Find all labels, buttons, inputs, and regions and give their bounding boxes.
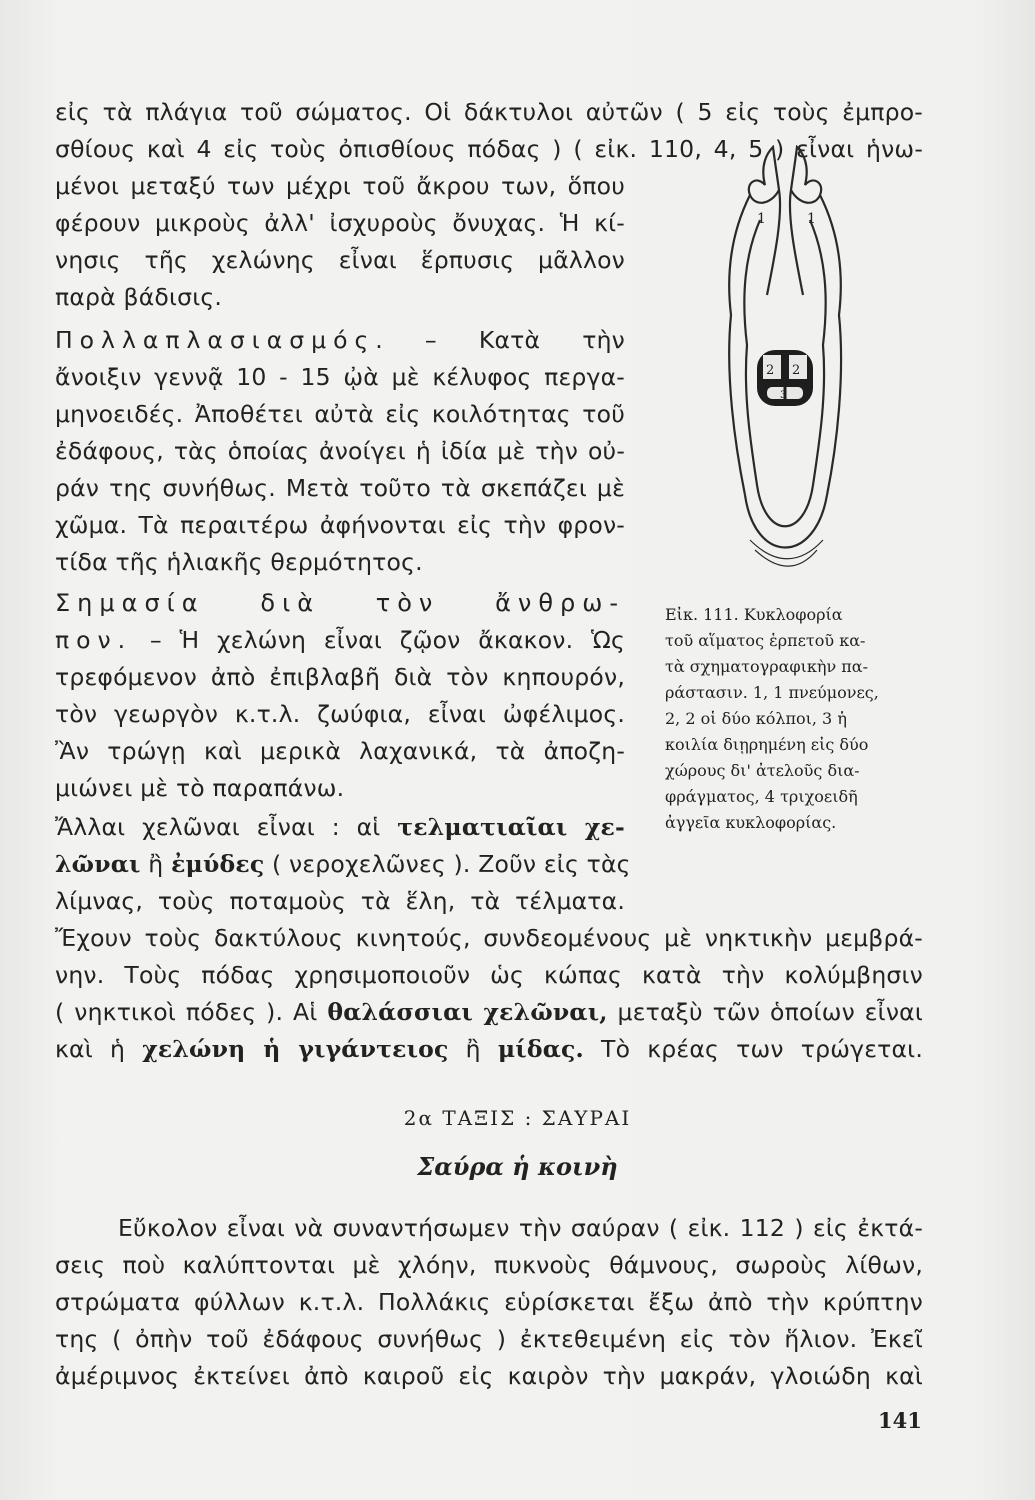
order-heading: 2α ΤΑΞΙΣ : ΣΑΥΡΑΙ — [403, 1106, 632, 1130]
text-run: Τὸ κρέας των τρώγεται. — [583, 1035, 923, 1063]
bold-term: ἐμύδες — [171, 850, 265, 878]
body-line: παρὰ βάδισις. — [55, 283, 223, 311]
body-line: λίμνας, τοὺς ποταμοὺς τὰ ἕλη, τὰ τέλματα. — [55, 887, 625, 915]
capillary-loop — [745, 495, 827, 548]
label-ventricle: 3 — [780, 390, 787, 401]
importance-heading-line — [55, 625, 625, 655]
body-line: χῶμα. Τὰ περαιτέρω ἀφήνονται εἰς τὴν φρον- — [55, 511, 625, 539]
body-line: τίδα τῆς ἡλιακῆς θερμότητος. — [55, 548, 423, 576]
text-run: ἢ — [140, 850, 172, 878]
systemic-vessel — [810, 220, 826, 485]
body-line: Εὔκολον εἶναι νὰ συναντήσωμεν τὴν σαύραν ( εἰκ. 112 ) εἰς ἐκτά- — [118, 1214, 923, 1242]
figure-caption-line: Εἰκ. 111. Κυκλοφορία — [665, 605, 843, 624]
right-lung-outline — [791, 147, 821, 203]
figure-caption-line: κοιλία διῃρημένη εἰς δύο — [665, 735, 869, 754]
text-run: ἢ — [448, 1035, 498, 1063]
body-line: σθίους καὶ 4 εἰς τοὺς ὀπισθίους πόδας ) ( εἰκ. 110, 4, 5 ) εἶναι ἡνω- — [55, 135, 923, 163]
body-line: νησις τῆς χελώνης εἶναι ἕρπυσις μᾶλλον — [55, 246, 625, 274]
bold-term: χελώνη ἡ γιγάντειος — [142, 1035, 449, 1063]
body-line: φέρουν μικροὺς ἀλλ' ἰσχυροὺς ὄνυχας. Ἡ κί- — [55, 209, 625, 237]
figure-caption-line: ἀγγεῖα κυκλοφορίας. — [665, 813, 837, 832]
label-atrium-left: 2 — [766, 363, 775, 378]
body-line: μηνοειδές. Ἀποθέτει αὐτὰ εἰς κοιλότητας τοῦ — [55, 400, 625, 428]
figure-caption-line: ράστασιν. 1, 1 πνεύμονες, — [665, 683, 879, 702]
body-line: μένοι μεταξύ των μέχρι τοῦ ἄκρου των, ὅπου — [55, 172, 625, 200]
reproduction-heading-line — [55, 325, 625, 355]
text-run: ( νηκτικοὶ πόδες ). Αἱ — [55, 998, 328, 1026]
section-heading: πον. — [55, 626, 133, 654]
heading-tail: . – Κατὰ τὴν — [375, 326, 625, 354]
left-lung-outline — [749, 147, 779, 203]
section-heading: Πολλαπλασιασμός — [55, 326, 376, 354]
body-line: σεις ποὺ καλύπτονται μὲ χλόην, πυκνοὺς θάμνους, σωροὺς λίθων, — [55, 1251, 923, 1279]
body-line — [55, 997, 923, 1027]
body-line: νην. Τοὺς πόδας χρησιμοποιοῦν ὡς κώπας κατὰ τὴν κολύμβησιν — [55, 961, 923, 989]
body-line — [55, 849, 631, 879]
text-run: μεταξὺ τῶν ὁποίων εἶναι — [607, 998, 923, 1026]
body-line: στρώματα φύλλων κ.τ.λ. Πολλάκις εὑρίσκεται ἔξω ἀπὸ τὴν κρύπτην — [55, 1288, 923, 1316]
body-line: ἄνοιξιν γεννᾷ 10 - 15 ᾠὰ μὲ κέλυφος περγα- — [55, 363, 625, 391]
heading-tail: – Ἡ χελώνη εἶναι ζῷον ἄκακον. Ὡς — [132, 626, 625, 654]
body-line: τὸν γεωργὸν κ.τ.λ. ζωύφια, εἶναι ὠφέλιμος. — [55, 700, 625, 728]
bold-term: μίδας. — [497, 1035, 584, 1063]
body-line — [55, 812, 625, 842]
body-line: εἰς τὰ πλάγια τοῦ σώματος. Οἱ δάκτυλοι αὐτῶν ( 5 εἰς τοὺς ἐμπρο- — [55, 98, 923, 126]
figure-caption-line: φράγματος, 4 τριχοειδῆ — [665, 787, 858, 806]
text-run: Ἄλλαι χελῶναι εἶναι : αἱ — [55, 813, 398, 841]
bold-term: τελματιαῖαι χε- — [397, 813, 625, 841]
figure-caption-line: 2, 2 οἱ δύο κόλποι, 3 ἡ — [665, 709, 847, 728]
pulmonary-vessel — [790, 190, 803, 295]
pulmonary-vessel — [767, 190, 780, 295]
text-run: καὶ ἡ — [55, 1035, 143, 1063]
bold-term: θαλάσσιαι χελῶναι, — [327, 998, 608, 1026]
capillary-loop — [757, 485, 813, 526]
body-line: ἀμέριμνος ἐκτείνει ἀπὸ καιροῦ εἰς καιρὸν τὴν μακράν, γλοιώδη καὶ — [55, 1362, 923, 1390]
label-lung-left: 1 — [757, 211, 766, 227]
species-heading: Σαύρα ἡ κοινὴ — [417, 1152, 618, 1181]
label-atrium-right: 2 — [792, 363, 801, 378]
body-line: ἐδάφους, τὰς ὁποίας ἀνοίγει ἡ ἰδία μὲ τὴν οὐ- — [55, 437, 625, 465]
body-line: μιώνει μὲ τὸ παραπάνω. — [55, 774, 345, 802]
circulation-diagram — [705, 145, 865, 590]
bold-term: λῶναι — [55, 850, 141, 878]
body-line: ράν της συνήθως. Μετὰ τοῦτο τὰ σκεπάζει μὲ — [55, 474, 625, 502]
systemic-vessel — [744, 220, 760, 485]
text-run: ( νεροχελῶνες ). Ζοῦν εἰς τὰς — [264, 850, 631, 878]
body-line: τρεφόμενον ἀπὸ ἐπιβλαβῆ διὰ τὸν κηπουρόν, — [55, 663, 625, 691]
section-heading: Σημασία διὰ τὸν ἄνθρω- — [55, 589, 625, 617]
label-lung-right: 1 — [807, 211, 816, 227]
page-number: 141 — [878, 1408, 922, 1433]
figure-caption-line: τὰ σχηματογραφικὴν πα- — [665, 657, 869, 676]
figure-caption-line: χώρους δι' ἀτελοῦς δια- — [665, 761, 860, 780]
figure-caption-line: τοῦ αἵματος ἑρπετοῦ κα- — [665, 631, 866, 650]
body-line: Ἔχουν τοὺς δακτύλους κινητούς, συνδεομένους μὲ νηκτικὴν μεμβρά- — [55, 924, 923, 952]
body-line: Ἂν τρώγῃ καὶ μερικὰ λαχανικά, τὰ ἀποζη- — [55, 737, 625, 765]
body-line — [55, 1034, 923, 1064]
body-line: της ( ὀπὴν τοῦ ἐδάφους συνήθως ) ἐκτεθειμένη εἰς τὸν ἥλιον. Ἐκεῖ — [55, 1325, 923, 1353]
